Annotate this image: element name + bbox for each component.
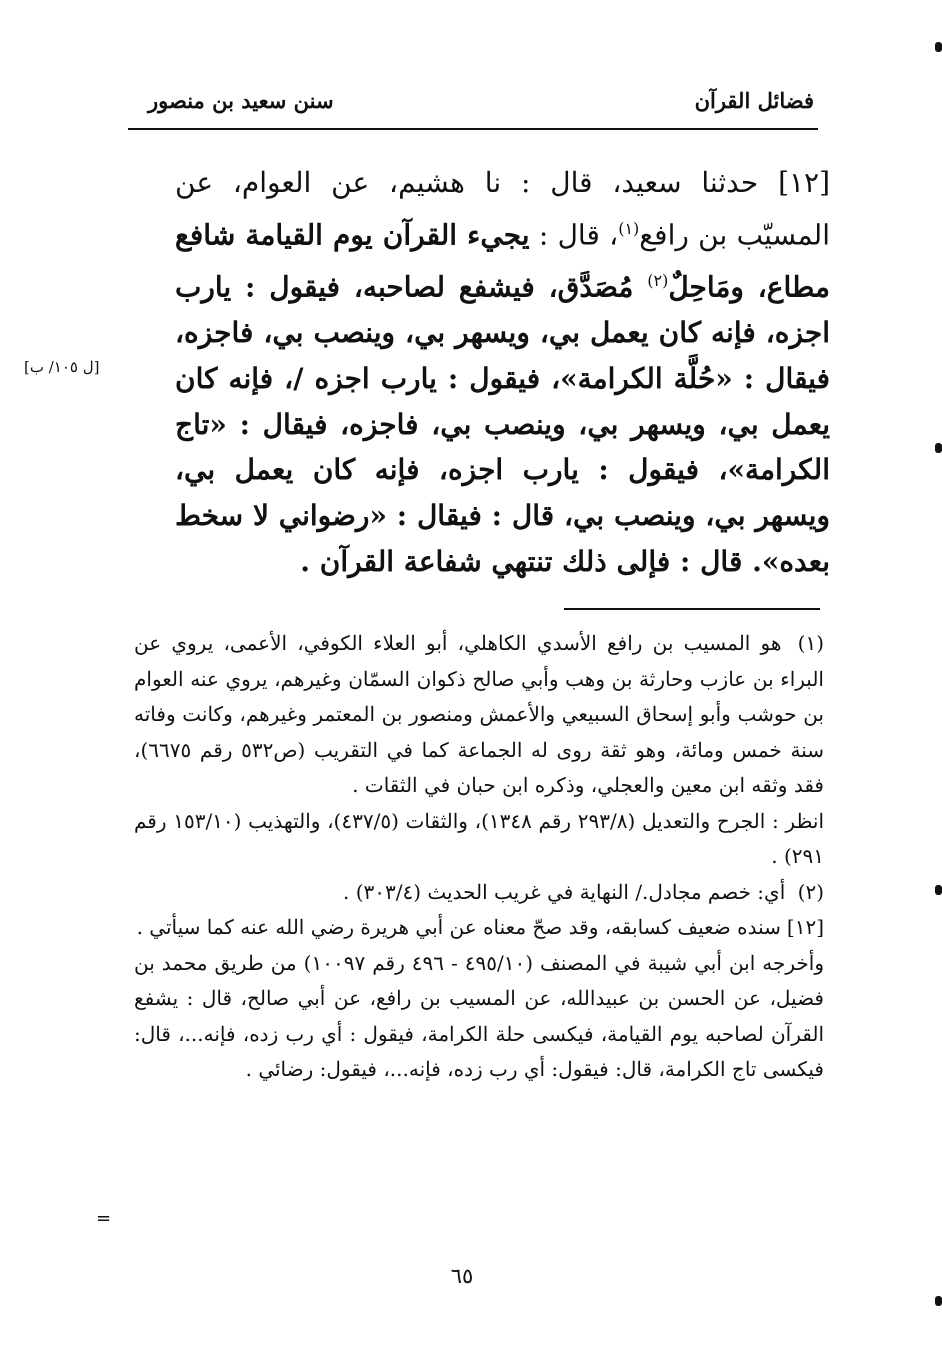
footnote-1-text: هو المسيب بن رافع الأسدي الكاهلي، أبو العلاء الكوفي، الأعمى، يروي عن البراء بن عازب وحارثة بن وهب وأبي صالح ذكوان السمّان وغيرهم، يروي عنه العوام بن حوشب وأبو إسحاق السبيعي والأعمش ومنصور بن المعتمر وغيرهم، وكانت وفاته سنة خمس ومائة، وهو ثقة روى له الجماعة كما في التقريب (ص٥٣٢ رقم ٦٦٧٥)، فقد وثقه ابن معين والعجلي، وذكره ابن حبان في الثقات .	[134, 631, 824, 797]
hadith-matn-part1: يجيء القرآن يوم القيامة شافع مطاع، ومَاحِلٌ	[175, 218, 830, 304]
scan-edge-mark	[935, 1296, 942, 1306]
footnote-divider	[564, 608, 820, 610]
running-header-section: فضائل القرآن	[694, 88, 814, 113]
scan-edge-mark	[935, 42, 942, 52]
page-number: ٦٥	[450, 1264, 474, 1288]
hadith-isnad-tail: ، قال :	[529, 218, 619, 252]
hadith-number: [١٢]	[778, 166, 831, 199]
footnote-2-number: (٢)	[797, 879, 824, 904]
footnote-ref-1[interactable]: (١)	[618, 218, 640, 238]
running-header-title: سنن سعيد بن منصور	[148, 88, 334, 113]
footnote-12-number: [١٢]	[786, 915, 824, 939]
footnote-1	[134, 626, 824, 804]
footnote-1-number: (١)	[797, 631, 824, 655]
footnote-12	[134, 910, 824, 946]
scan-edge-mark	[935, 443, 942, 453]
footnote-12-text: سنده ضعيف كسابقه، وقد صحّ معناه عن أبي هريرة رضي الله عنه كما سيأتي .	[136, 915, 781, 939]
hadith-matn-part2: مُصَدَّق، فيشفع لصاحبه، فيقول : يارب اجزه، فإنه كان يعمل بي، ويسهر بي، وينصب بي، فاجزه، فيقال : «حُلَّة الكرامة»، فيقول : يارب اجزه /، فإنه كان يعمل بي، ويسهر بي، وينصب بي، فاجزه، فيقال : «تاج الكرامة»، فيقول : يارب اجزه، فإنه كان يعمل بي، ويسهر بي، وينصب بي، قال : فيقال : «رضواني لا سخط بعده». قال : فإلى ذلك تنتهي شفاعة القرآن .	[175, 270, 830, 579]
manuscript-folio-note: [ل ١٠٥/ ب]	[24, 358, 100, 376]
footnotes	[134, 626, 824, 1088]
footnote-2	[134, 875, 824, 911]
margin-mark: =	[96, 1208, 112, 1229]
footnote-12-takhrij: وأخرجه ابن أبي شيبة في المصنف (٤٩٥/١٠ - ٤٩٦ رقم ١٠٠٩٧) من طريق محمد بن فضيل، عن الحسن بن عبيدالله، عن المسيب بن رافع، عن أبي صالح، قال : يشفع القرآن لصاحبه يوم القيامة، فيكسى حلة الكرامة، فيقول : أي رب زده، فإنه...، قال: فيكسى تاج الكرامة، قال: فيقول: أي رب زده، فإنه...، فيقول: رضائي .	[134, 950, 824, 1081]
hadith-text	[175, 160, 830, 585]
footnote-ref-2[interactable]: (٢)	[647, 270, 669, 290]
scan-edge-mark	[935, 885, 942, 895]
footnote-2-text: أي: خصم مجادل./ النهاية في غريب الحديث (٣٠٣/٤) .	[343, 879, 786, 904]
footnote-1-references: انظر : الجرح والتعديل (٢٩٣/٨ رقم ١٣٤٨)، والثقات (٤٣٧/٥)، والتهذيب (١٥٣/١٠ رقم ٢٩١) .	[134, 808, 824, 868]
header-divider	[128, 128, 818, 130]
hadith-isnad: حدثنا سعيد، قال : نا هشيم، عن العوام، عن المسيّب بن رافع	[175, 166, 830, 252]
